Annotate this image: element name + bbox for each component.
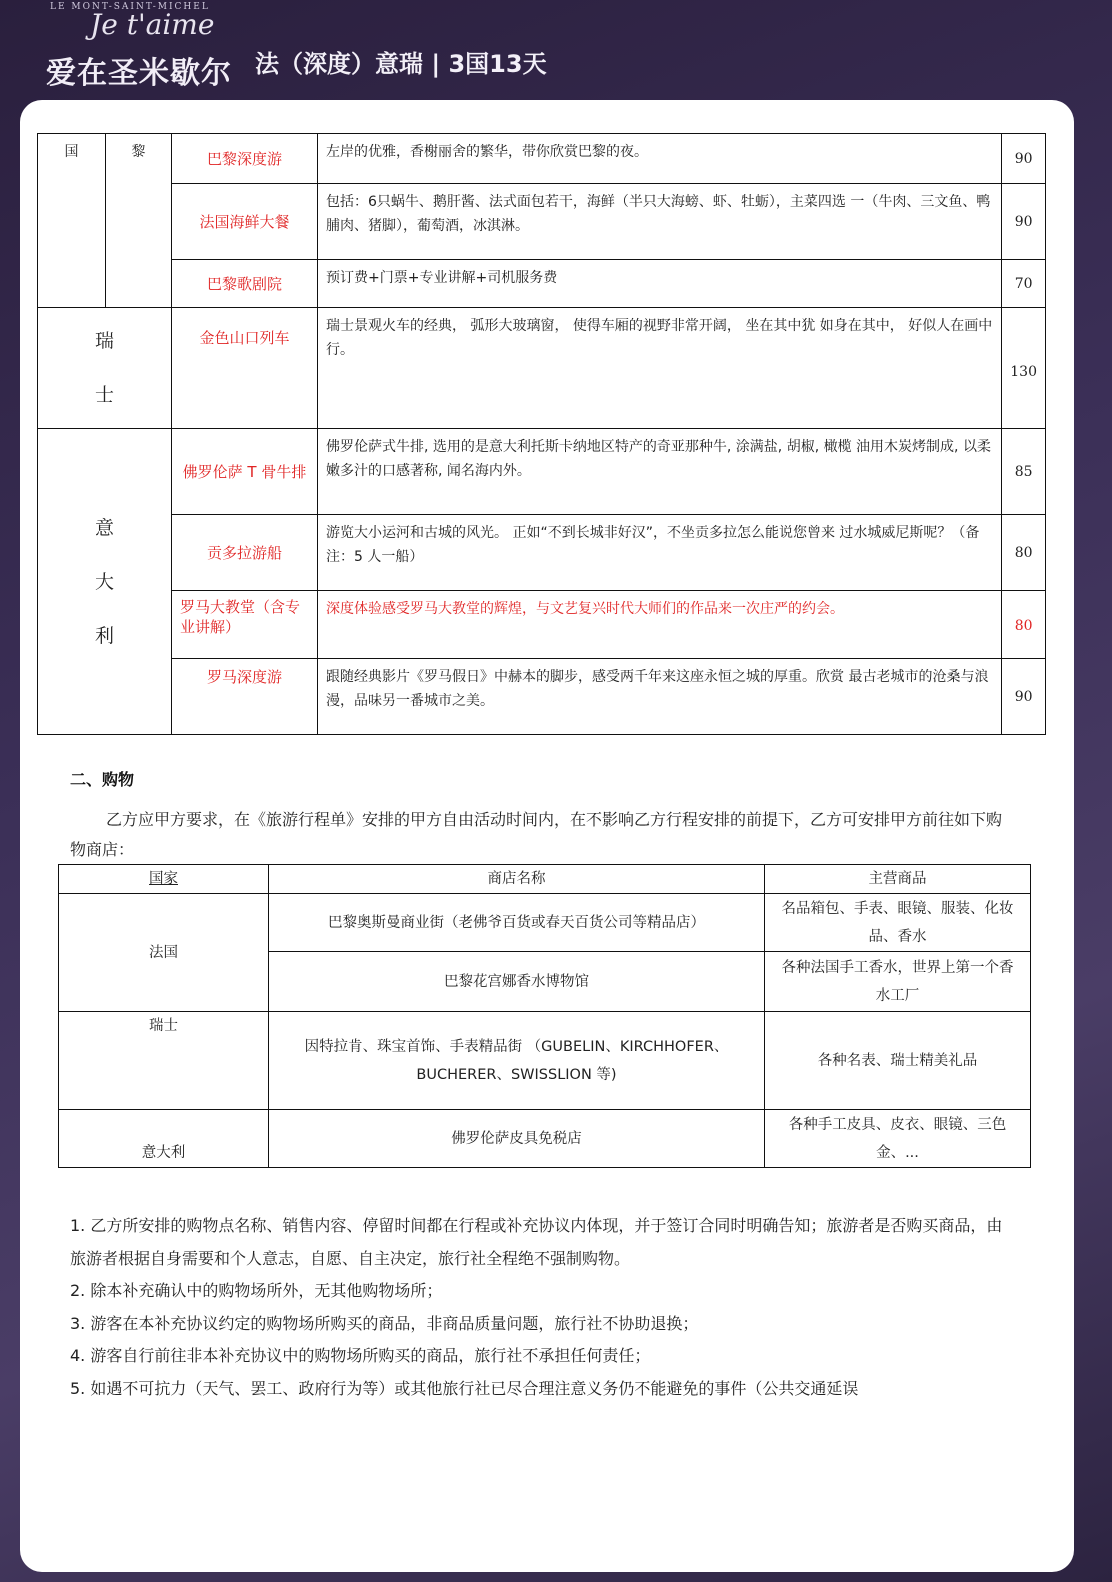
shop-country: 意大利 xyxy=(59,1110,269,1168)
table-header-row xyxy=(59,865,1031,894)
note-item: 3. 游客在本补充协议约定的购物场所购买的商品，非商品质量问题，旅行社不协助退换； xyxy=(70,1313,699,1333)
activity-price: 80 xyxy=(1002,515,1046,591)
activity-desc: 左岸的优雅，香榭丽舍的繁华，带你欣赏巴黎的夜。 xyxy=(318,134,1002,184)
activity-name: 法国海鲜大餐 xyxy=(172,184,318,260)
table-row xyxy=(38,308,1046,429)
activity-desc: 包括：6只蜗牛、鹅肝酱、法式面包若干，海鲜（半只大海螃、虾、牡蛎），主菜四选 一（牛肉、三文鱼、鸭脯肉、猪脚），葡萄酒，冰淇淋。 xyxy=(318,184,1002,260)
logo-arc-text: LE MONT-SAINT-MICHEL xyxy=(50,2,210,12)
country-cell-france-2: 黎 xyxy=(106,134,172,308)
country-char: 士 xyxy=(94,384,114,406)
table-row xyxy=(38,260,1046,308)
activity-desc: 跟随经典影片《罗马假日》中赫本的脚步，感受两千年来这座永恒之城的厚重。欣赏 最古老城市的沧桑与浪漫，品味另一番城市之美。 xyxy=(318,659,1002,735)
shop-name: 因特拉肯、珠宝首饰、手表精品街 （GUBELIN、KIRCHHOFER、BUCHERER、SWISSLION 等) xyxy=(269,1012,765,1110)
country-cell-france-1: 国 xyxy=(38,134,106,308)
activity-name: 巴黎歌剧院 xyxy=(172,260,318,308)
logo-script: Je t'aime xyxy=(90,8,215,41)
page-header xyxy=(0,0,1112,105)
table-row xyxy=(59,894,1031,952)
shop-country: 瑞士 xyxy=(59,1012,269,1110)
activity-price: 90 xyxy=(1002,184,1046,260)
activity-desc: 瑞士景观火车的经典， 弧形大玻璃窗， 使得车厢的视野非常开阔， 坐在其中犹 如身在其中， 好似人在画中行。 xyxy=(318,308,1002,429)
country-cell-italy xyxy=(38,429,172,735)
shop-goods: 各种名表、瑞士精美礼品 xyxy=(765,1012,1031,1110)
activity-desc: 佛罗伦萨式牛排, 选用的是意大利托斯卡纳地区特产的奇亚那种牛, 涂满盐, 胡椒, 橄榄 油用木炭烤制成, 以柔嫩多汁的口感著称, 闻名海内外。 xyxy=(318,429,1002,515)
activity-price: 90 xyxy=(1002,134,1046,184)
shop-name: 佛罗伦萨皮具免税店 xyxy=(269,1110,765,1168)
country-char: 瑞 xyxy=(94,330,114,352)
activity-name: 巴黎深度游 xyxy=(172,134,318,184)
activity-name: 佛罗伦萨 T 骨牛排 xyxy=(172,429,318,515)
activity-price: 130 xyxy=(1002,308,1046,429)
shop-goods: 名品箱包、手表、眼镜、服装、化妆品、香水 xyxy=(765,894,1031,952)
shop-goods: 各种手工皮具、皮衣、眼镜、三色金、... xyxy=(765,1110,1031,1168)
activity-price: 70 xyxy=(1002,260,1046,308)
activity-desc: 游览大小运河和古城的风光。 正如“不到长城非好汉”，不坐贡多拉怎么能说您曾来 过水城威尼斯呢？（备注：5 人一船） xyxy=(318,515,1002,591)
table-row xyxy=(38,184,1046,260)
column-header: 商店名称 xyxy=(269,865,765,894)
table-row xyxy=(38,429,1046,515)
column-header: 主营商品 xyxy=(765,865,1031,894)
activity-price: 90 xyxy=(1002,659,1046,735)
activity-name: 金色山口列车 xyxy=(172,308,318,429)
country-cell-switzerland xyxy=(38,308,172,429)
activity-desc: 预订费+门票+专业讲解+司机服务费 xyxy=(318,260,1002,308)
table-row xyxy=(38,591,1046,659)
shop-name: 巴黎奥斯曼商业街（老佛爷百货或春天百货公司等精品店） xyxy=(269,894,765,952)
activity-price-table xyxy=(37,133,1046,735)
note-item: 2. 除本补充确认中的购物场所外，无其他购物场所； xyxy=(70,1281,443,1300)
shopping-intro: 乙方应甲方要求，在《旅游行程单》安排的甲方自由活动时间内，在不影响乙方行程安排的前提下，乙方可安排甲方前往如下购物商店： xyxy=(70,810,1003,859)
note-item: 1. 乙方所安排的购物点名称、销售内容、停留时间都在行程或补充协议内体现，并于签订合同时明确告知；旅游者是否购买商品，由旅游者根据自身需要和个人意志，自愿、自主决定，旅行社全程绝不强制购物。 xyxy=(70,1216,1003,1268)
column-header: 国家 xyxy=(59,865,269,894)
note-item: 5. 如遇不可抗力（天气、罢工、政府行为等）或其他旅行社已尽合理注意义务仍不能避免的事件（公共交通延误 xyxy=(70,1378,859,1398)
shop-goods: 各种法国手工香水，世界上第一个香水工厂 xyxy=(765,952,1031,1012)
section-title-shopping: 二、购物 xyxy=(70,770,135,789)
country-char: 意 xyxy=(94,516,114,539)
country-char: 利 xyxy=(94,624,114,647)
shopping-table xyxy=(58,864,1031,1168)
activity-price: 85 xyxy=(1002,429,1046,515)
table-row xyxy=(38,134,1046,184)
activity-name: 罗马深度游 xyxy=(172,659,318,735)
shop-name: 巴黎花宫娜香水博物馆 xyxy=(269,952,765,1012)
activity-name: 罗马大教堂（含专业讲解） xyxy=(172,591,318,659)
logo-title: 爱在圣米歇尔 xyxy=(46,56,232,91)
activity-desc: 深度体验感受罗马大教堂的辉煌，与文艺复兴时代大师们的作品来一次庄严的约会。 xyxy=(318,591,1002,659)
shopping-notes xyxy=(70,1210,1015,1405)
table-row xyxy=(59,1110,1031,1168)
country-char: 大 xyxy=(94,570,114,593)
activity-name: 贡多拉游船 xyxy=(172,515,318,591)
route-title: 法（深度）意瑞 | 3国13天 xyxy=(255,50,547,78)
table-row xyxy=(59,1012,1031,1110)
table-row xyxy=(38,659,1046,735)
note-item: 4. 游客自行前往非本补充协议中的购物场所购买的商品，旅行社不承担任何责任； xyxy=(70,1346,651,1365)
table-row xyxy=(38,515,1046,591)
shop-country: 法国 xyxy=(59,894,269,1012)
activity-price: 80 xyxy=(1002,591,1046,659)
